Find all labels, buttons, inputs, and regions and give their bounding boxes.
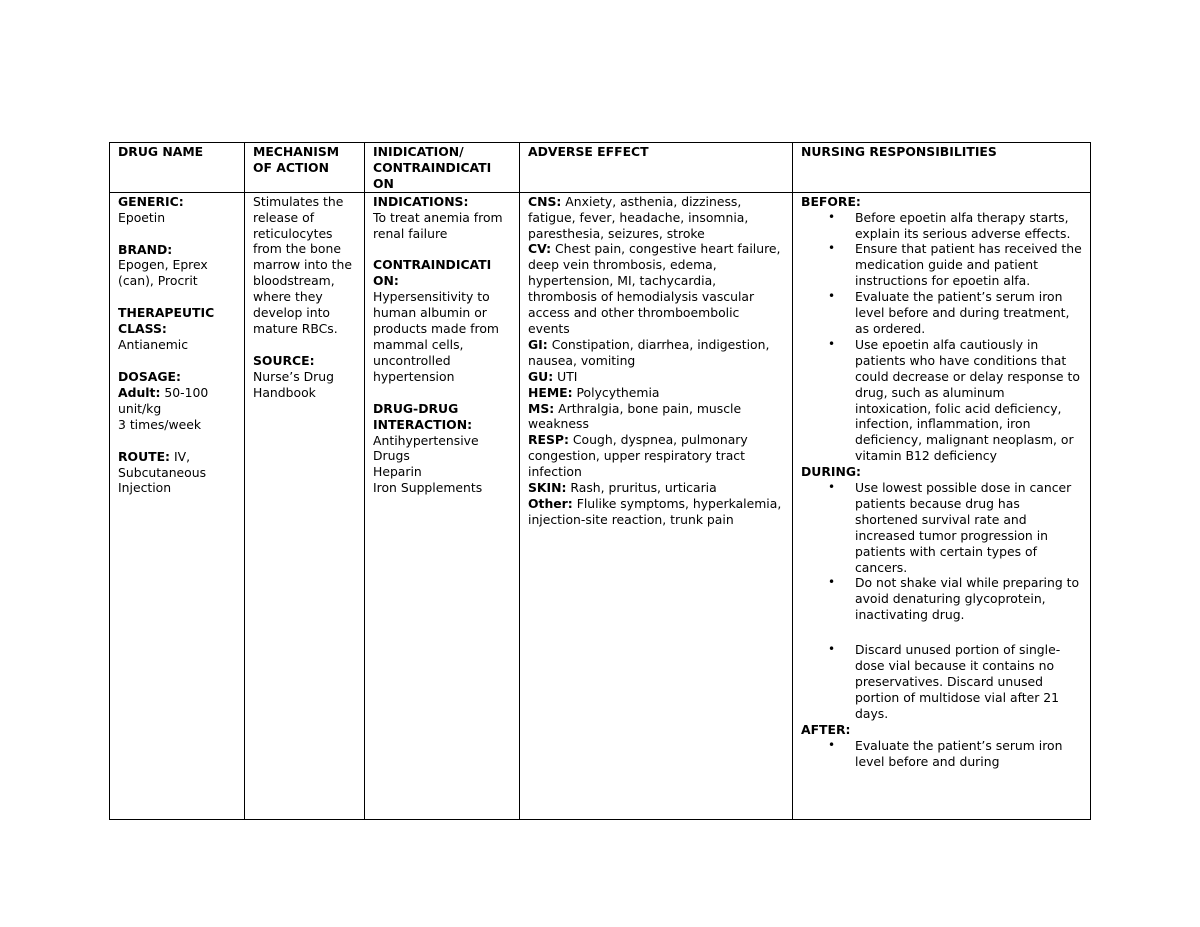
generic-label: GENERIC: bbox=[118, 193, 184, 209]
source-label: SOURCE: bbox=[253, 352, 315, 368]
dosage-frequency: 3 times/week bbox=[118, 416, 202, 432]
adverse-cns bbox=[528, 194, 784, 242]
adverse-label: GU: bbox=[528, 368, 554, 384]
adverse-label: MS: bbox=[528, 400, 555, 416]
interaction-item: Iron Supplements bbox=[373, 480, 483, 496]
generic-value: Epoetin bbox=[118, 209, 166, 225]
adverse-heme bbox=[528, 385, 784, 401]
adverse-label: RESP: bbox=[528, 432, 569, 448]
adverse-label: Other: bbox=[528, 495, 573, 511]
after-label: AFTER: bbox=[801, 721, 851, 737]
brand-label: BRAND: bbox=[118, 241, 173, 257]
adverse-label: SKIN: bbox=[528, 480, 567, 496]
adult-value: 50-100 unit/kg bbox=[118, 384, 209, 416]
indication-cell bbox=[365, 192, 520, 819]
interaction-item: Heparin bbox=[373, 464, 422, 480]
header-adverse-effect: ADVERSE EFFECT bbox=[520, 143, 793, 193]
indications-label: INDICATIONS: bbox=[373, 193, 469, 209]
adult-dosage bbox=[118, 385, 236, 417]
interaction-label: DRUG-DRUG INTERACTION: bbox=[373, 400, 473, 432]
adverse-ms bbox=[528, 401, 784, 433]
during-list bbox=[801, 480, 1082, 722]
adverse-skin bbox=[528, 480, 784, 496]
header-drug-name: DRUG NAME bbox=[110, 143, 245, 193]
adverse-text: Cough, dyspnea, pulmonary congestion, upper respiratory tract infection bbox=[528, 432, 748, 480]
source-value: Nurse’s Drug Handbook bbox=[253, 368, 334, 400]
class-label: THERAPEUTIC CLASS: bbox=[118, 305, 215, 337]
route-value: IV, Subcutaneous Injection bbox=[118, 448, 207, 496]
before-label: BEFORE: bbox=[801, 193, 861, 209]
adverse-text: Chest pain, congestive heart failure, deep vein thrombosis, edema, hypertension, MI, tachycardia, thrombosis of hemodialysis vascular access and other thromboembolic events bbox=[528, 241, 781, 336]
nursing-cell bbox=[793, 192, 1091, 819]
adverse-text: Flulike symptoms, hyperkalemia, injection-site reaction, trunk pain bbox=[528, 495, 782, 527]
header-row bbox=[110, 143, 1091, 193]
class-value: Antianemic bbox=[118, 337, 189, 353]
mechanism-text: Stimulates the release of reticulocytes from the bone marrow into the bloodstream, where they develop into mature RBCs. bbox=[253, 193, 353, 336]
before-list bbox=[801, 210, 1082, 465]
contraindication-value: Hypersensitivity to human albumin or products made from mammal cells, uncontrolled hypertension bbox=[373, 289, 499, 384]
drug-name-cell bbox=[110, 192, 245, 819]
adverse-gu bbox=[528, 369, 784, 385]
interaction-item: Antihypertensive Drugs bbox=[373, 432, 479, 464]
adult-label: Adult: bbox=[118, 384, 161, 400]
list-item: • Do not shake vial while preparing to avoid denaturing glycoprotein, inactivating drug. bbox=[855, 575, 1082, 623]
list-item: • Before epoetin alfa therapy starts, explain its serious adverse effects. bbox=[855, 210, 1082, 242]
header-mechanism: MECHANISM OF ACTION bbox=[245, 143, 365, 193]
list-item: • Ensure that patient has received the medication guide and patient instructions for epoetin alfa. bbox=[855, 241, 1082, 289]
header-nursing-responsibilities: NURSING RESPONSIBILITIES bbox=[793, 143, 1091, 193]
adverse-label: CNS: bbox=[528, 193, 562, 209]
route-label: ROUTE: bbox=[118, 448, 171, 464]
adverse-cv bbox=[528, 241, 784, 336]
list-item: • Discard unused portion of single-dose vial because it contains no preservatives. Discard unused portion of multidose vial after 21 days. bbox=[855, 642, 1082, 722]
list-item: • Use lowest possible dose in cancer patients because drug has shortened survival rate and increased tumor progression in patients with certain types of cancers. bbox=[855, 480, 1082, 575]
adverse-gi bbox=[528, 337, 784, 369]
list-item: • Evaluate the patient’s serum iron level before and during bbox=[855, 738, 1082, 770]
table-row bbox=[110, 192, 1091, 819]
route bbox=[118, 449, 236, 497]
contraindication-label: CONTRAINDICATI ON: bbox=[373, 257, 492, 289]
adverse-other bbox=[528, 496, 784, 528]
adverse-label: CV: bbox=[528, 241, 552, 257]
adverse-label: HEME: bbox=[528, 384, 573, 400]
adverse-text: Polycythemia bbox=[572, 384, 660, 400]
after-list bbox=[801, 738, 1082, 770]
list-item: • Evaluate the patient’s serum iron level before and during treatment, as ordered. bbox=[855, 289, 1082, 337]
during-label: DURING: bbox=[801, 464, 861, 480]
drug-study-table bbox=[109, 142, 1091, 820]
brand-value: Epogen, Eprex (can), Procrit bbox=[118, 257, 208, 289]
adverse-text: UTI bbox=[553, 368, 578, 384]
adverse-label: GI: bbox=[528, 336, 548, 352]
adverse-text: Constipation, diarrhea, indigestion, nausea, vomiting bbox=[528, 336, 770, 368]
mechanism-cell bbox=[245, 192, 365, 819]
dosage-label: DOSAGE: bbox=[118, 368, 181, 384]
adverse-text: Anxiety, asthenia, dizziness, fatigue, fever, headache, insomnia, paresthesia, seizures, stroke bbox=[528, 193, 749, 241]
indications-value: To treat anemia from renal failure bbox=[373, 209, 503, 241]
list-item: • Use epoetin alfa cautiously in patients who have conditions that could decrease or delay response to drug, such as aluminum intoxication, folic acid deficiency, infection, inflammation, iron deficiency, malignant neoplasm, or vitamin B12 deficiency bbox=[855, 337, 1082, 464]
adverse-effect-cell bbox=[520, 192, 793, 819]
header-indication: INIDICATION/ CONTRAINDICATI ON bbox=[365, 143, 520, 193]
adverse-resp bbox=[528, 432, 784, 480]
adverse-text: Arthralgia, bone pain, muscle weakness bbox=[528, 400, 742, 432]
adverse-text: Rash, pruritus, urticaria bbox=[566, 480, 717, 496]
